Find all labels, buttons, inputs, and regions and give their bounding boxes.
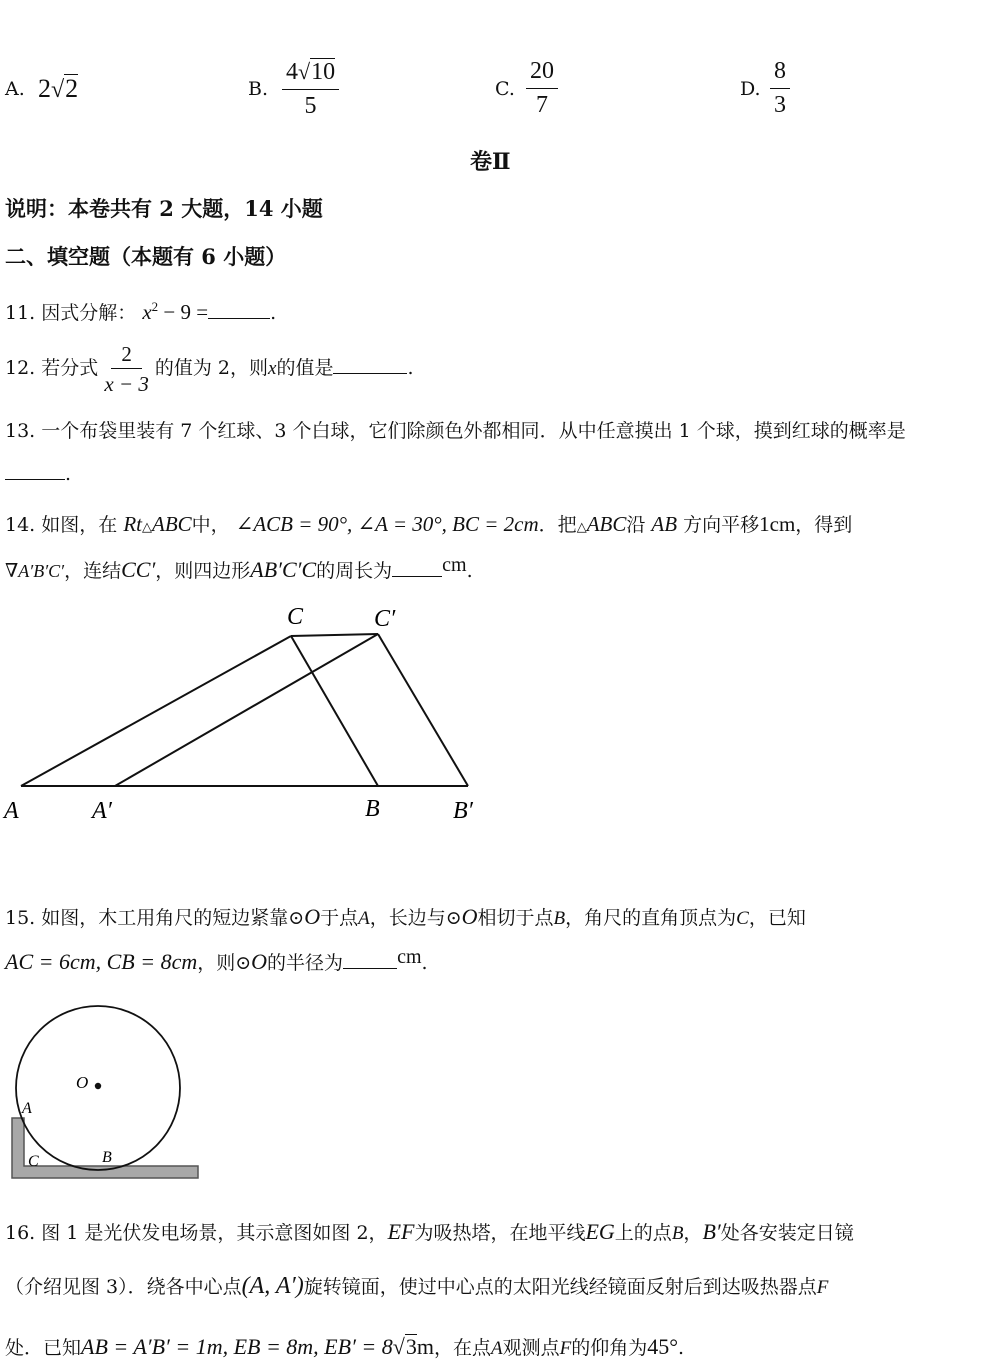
q14-triangle-symbol-2: △ bbox=[576, 520, 587, 535]
option-b-value: $\frac{4√10}{5}$ bbox=[282, 58, 339, 120]
q11-answer-blank[interactable] bbox=[208, 318, 270, 319]
option-c-value bbox=[526, 58, 558, 119]
q11-text: 因式分解： bbox=[41, 302, 137, 324]
q14-along: 沿 bbox=[626, 514, 646, 536]
q11-expr: − 9 = bbox=[158, 300, 209, 324]
q14-number: 14. bbox=[5, 514, 36, 536]
q13-answer-blank[interactable] bbox=[5, 479, 65, 480]
q15-answer-blank[interactable] bbox=[343, 968, 397, 969]
center-point bbox=[95, 1083, 101, 1089]
q15-a: A bbox=[358, 908, 370, 929]
q14-cc: CC′ bbox=[121, 557, 156, 582]
question-15 bbox=[5, 903, 806, 930]
option-c-label: C. bbox=[495, 78, 515, 100]
q15-line1: 如图，木工用角尺的短边紧靠⊙ bbox=[41, 907, 305, 929]
q12-number: 12. bbox=[5, 357, 36, 380]
option-c-num: 20 bbox=[526, 58, 558, 89]
q13-end: . bbox=[65, 463, 72, 485]
q14-abc2: ABC bbox=[586, 512, 627, 536]
question-11 bbox=[5, 298, 276, 325]
q11-var: x bbox=[142, 300, 152, 324]
option-d-value bbox=[770, 58, 790, 119]
q14-tri-prime: A′B′C′ bbox=[18, 561, 65, 581]
figure-15-circle-square bbox=[0, 1000, 220, 1190]
q14-end: . bbox=[466, 560, 473, 582]
question-14-line2 bbox=[5, 556, 473, 583]
q15-l1f: ，已知 bbox=[748, 907, 806, 929]
label-c: C bbox=[28, 1153, 39, 1170]
q15-number: 15. bbox=[5, 907, 36, 929]
q16-l2a: （介绍见图 3）．绕各中心点 bbox=[5, 1276, 242, 1298]
q16-radicand: 3 bbox=[405, 1334, 417, 1359]
q15-l1d: 相切于点 bbox=[477, 907, 554, 929]
label-a: A bbox=[4, 798, 19, 824]
q14-line2-a: ，连结 bbox=[64, 560, 122, 582]
q12-post2: 的值是 bbox=[276, 357, 334, 380]
label-a-prime: A′ bbox=[92, 798, 112, 824]
q16-angle: 45° bbox=[647, 1334, 679, 1359]
q16-l1b: 为吸热塔，在地平线 bbox=[414, 1222, 586, 1244]
option-a-value: 2√2 bbox=[38, 74, 79, 103]
q16-a: A bbox=[490, 1338, 503, 1359]
q11-number: 11. bbox=[5, 302, 36, 324]
question-16 bbox=[5, 1218, 854, 1245]
q16-f2: F bbox=[559, 1338, 572, 1359]
option-c-den: 7 bbox=[536, 91, 548, 118]
q15-l1b: 于点 bbox=[320, 907, 359, 929]
question-16-line2 bbox=[5, 1272, 828, 1300]
line-cprime-bprime bbox=[378, 634, 468, 786]
option-a-label: A. bbox=[5, 78, 25, 100]
q16-l3b: ，在点 bbox=[433, 1337, 491, 1359]
label-c: C bbox=[287, 604, 304, 630]
q14-triangle-symbol: △ bbox=[142, 520, 152, 535]
q14-dir: 方向平移 bbox=[683, 514, 760, 536]
q11-exp: 2 bbox=[151, 299, 159, 314]
q16-l1c: 上的点 bbox=[614, 1222, 672, 1244]
label-b: B bbox=[102, 1149, 112, 1166]
question-12 bbox=[5, 342, 414, 396]
q16-l3a: 处．已知 bbox=[5, 1337, 82, 1359]
q16-f: F bbox=[816, 1277, 829, 1298]
q12-pre: 若分式 bbox=[41, 357, 99, 380]
q14-answer-blank[interactable] bbox=[392, 576, 442, 577]
section-title: 卷Ⅱ bbox=[470, 149, 511, 175]
q15-l1e: ，角尺的直角顶点为 bbox=[565, 907, 737, 929]
label-b-prime: B′ bbox=[453, 798, 473, 824]
q14-get: ，得到 bbox=[795, 514, 853, 536]
section-heading: 二、填空题（本题有 6 小题） bbox=[5, 244, 287, 269]
question-14 bbox=[5, 510, 852, 537]
section-note: 说明：本卷共有 2 大题，14 小题 bbox=[5, 196, 323, 221]
q16-l3c: 观测点 bbox=[502, 1337, 560, 1359]
q16-l3d: 的仰角为 bbox=[571, 1337, 648, 1359]
line-aprime-cprime bbox=[115, 634, 378, 786]
q14-dist: 1cm bbox=[759, 512, 796, 536]
q16-end: . bbox=[678, 1337, 685, 1359]
q12-post1: 的值为 2，则 bbox=[154, 357, 269, 380]
question-13-line2 bbox=[5, 463, 71, 485]
q12-frac-den: x − 3 bbox=[104, 372, 149, 397]
q14-quad: AB′C′C bbox=[250, 557, 317, 582]
q16-l1e: 处各安装定日镜 bbox=[720, 1222, 854, 1244]
q13-text: 一个布袋里装有 7 个红球、3 个白球，它们除颜色外都相同．从中任意摸出 1 个球，摸到红球的概率是 bbox=[41, 420, 906, 442]
q16-condition: AB = A′B′ = 1m, EB = 8m, EB′ = 8 bbox=[81, 1334, 393, 1359]
q15-condition: AC = 6cm, CB = 8cm bbox=[5, 949, 198, 974]
q12-end: . bbox=[407, 357, 414, 380]
q14-condition: ∠ACB = 90°, ∠A = 30°, BC = 2cm bbox=[235, 512, 539, 536]
option-b-num-radicand: 10 bbox=[311, 59, 336, 85]
q16-number: 16. bbox=[5, 1222, 36, 1244]
q15-unit: cm bbox=[397, 946, 422, 968]
q16-ef: EF bbox=[387, 1219, 415, 1244]
line-c-cprime bbox=[291, 634, 378, 636]
q12-frac-num: 2 bbox=[111, 342, 142, 369]
q12-var: x bbox=[268, 358, 277, 380]
q16-b: B bbox=[671, 1223, 684, 1244]
question-16-line3: 处．已知AB = A′B′ = 1m, EB = 8m, EB′ = 8√3m，在点A观测点F的仰角为45°. bbox=[5, 1334, 685, 1359]
q15-o3: O bbox=[251, 949, 268, 974]
option-b-den: 5 bbox=[304, 92, 317, 119]
q14-ab: AB bbox=[651, 512, 678, 536]
question-13 bbox=[5, 416, 906, 443]
label-o: O bbox=[76, 1073, 89, 1092]
q14-mid: 中， bbox=[191, 514, 230, 536]
q14-line2-b: ，则四边形 bbox=[155, 560, 251, 582]
q16-bprime: B′ bbox=[702, 1219, 721, 1244]
option-d-den: 3 bbox=[774, 91, 786, 118]
figure-14-triangles bbox=[0, 598, 500, 838]
q14-line2-c: 的周长为 bbox=[316, 560, 393, 582]
line-a-c bbox=[21, 636, 291, 786]
q15-l2b: 的半径为 bbox=[267, 952, 344, 974]
option-a-coef: 2 bbox=[38, 74, 51, 103]
q16-eg: EG bbox=[585, 1219, 615, 1244]
label-c-prime: C′ bbox=[374, 606, 396, 632]
q13-number: 13. bbox=[5, 420, 36, 442]
q14-move: ．把 bbox=[538, 514, 577, 536]
q16-l2b: 旋转镜面，使过中心点的太阳光线经镜面反射后到达吸热器点 bbox=[303, 1276, 817, 1298]
q12-answer-blank[interactable] bbox=[333, 373, 407, 374]
q15-l2a: ，则⊙ bbox=[197, 952, 252, 974]
q14-rt: Rt bbox=[123, 512, 142, 536]
q14-nabla: ∇ bbox=[5, 561, 19, 582]
q14-pre: 如图，在 bbox=[41, 514, 118, 536]
question-15-line2 bbox=[5, 948, 428, 975]
q16-unit-m: m bbox=[416, 1334, 434, 1359]
q14-abc: ABC bbox=[152, 512, 192, 536]
q16-l1d: ， bbox=[683, 1222, 703, 1244]
q15-l1c: ，长边与⊙ bbox=[369, 907, 462, 929]
q14-unit: cm bbox=[442, 554, 467, 576]
q15-c: C bbox=[736, 908, 749, 929]
label-b: B bbox=[365, 796, 380, 822]
q15-b: B bbox=[553, 908, 566, 929]
q16-l1a: 图 1 是光伏发电场景，其示意图如图 2， bbox=[41, 1222, 388, 1244]
option-d-num: 8 bbox=[770, 58, 790, 89]
option-b-label: B. bbox=[248, 78, 269, 100]
q15-o2: O bbox=[461, 904, 478, 929]
option-b-num-coef: 4 bbox=[286, 59, 298, 85]
q11-end: . bbox=[270, 302, 277, 324]
q16-center-points: (A, A′) bbox=[241, 1273, 304, 1299]
label-a: A bbox=[22, 1100, 32, 1117]
q15-o1: O bbox=[304, 904, 321, 929]
option-a-radicand: 2 bbox=[65, 74, 79, 103]
q15-end: . bbox=[421, 952, 428, 974]
option-d-label: D. bbox=[740, 78, 761, 100]
